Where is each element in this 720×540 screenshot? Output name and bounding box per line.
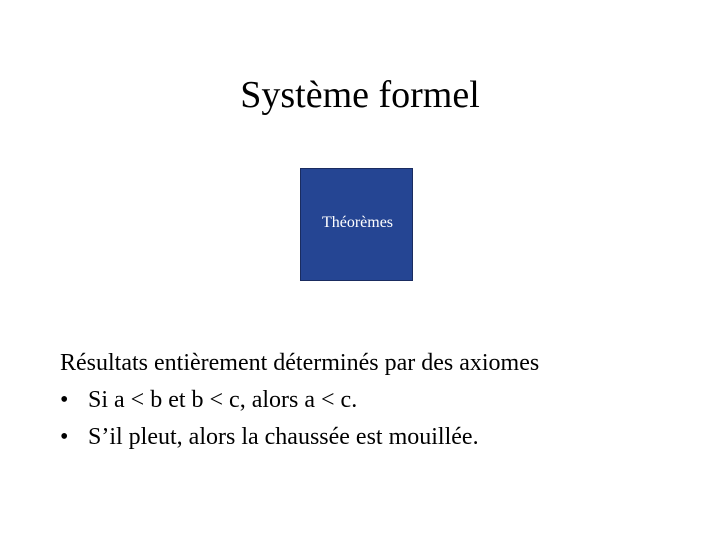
bullet-marker: •	[60, 424, 69, 450]
bullet-text: S’il pleut, alors la chaussée est mouillée.	[88, 424, 479, 450]
bullet-marker: •	[60, 387, 69, 413]
body-heading: Résultats entièrement déterminés par des axiomes	[60, 350, 540, 376]
theorems-box-label: Théorèmes	[321, 214, 394, 231]
slide-body	[60, 345, 700, 456]
bullet-item	[60, 382, 700, 419]
theorems-box	[300, 168, 413, 281]
bullet-text: Si a < b et b < c, alors a < c.	[88, 387, 358, 413]
slide-title: Système formel	[240, 74, 480, 116]
bullet-item	[60, 419, 700, 456]
